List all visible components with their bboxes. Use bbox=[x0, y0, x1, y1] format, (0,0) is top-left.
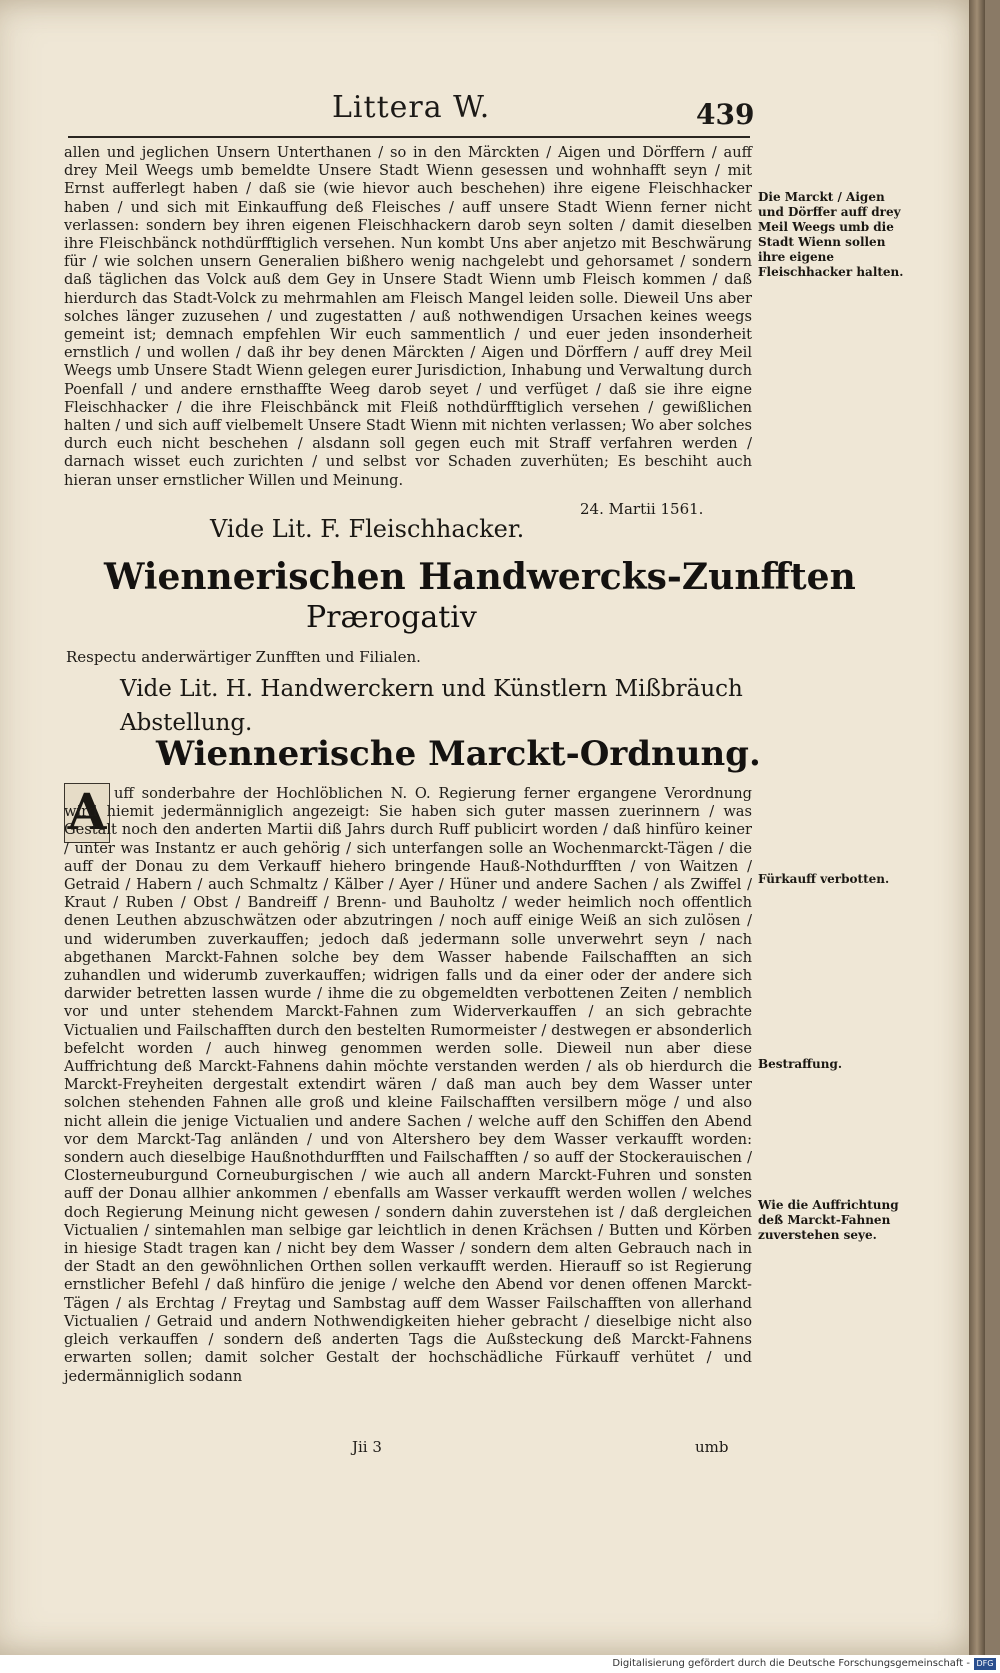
running-header: Littera W. bbox=[332, 90, 491, 125]
heading-praerogativ: Prærogativ bbox=[306, 600, 477, 635]
subheading-respectu: Respectu anderwärtiger Zunfften und Filialen. bbox=[66, 648, 421, 666]
cross-reference-handwerckern: Vide Lit. H. Handwerckern und Künstlern Mißbräuch Abstellung. bbox=[120, 676, 743, 736]
marginal-note-fuerkauff: Fürkauff verbotten. bbox=[758, 872, 890, 886]
marginal-note-fleischhacker: Die Marckt / Aigen und Dörffer auff drey Meil Weegs umb die Stadt Wienn sollen ihre eigene Fleischhacker halten. bbox=[758, 190, 904, 279]
book-binding bbox=[969, 0, 985, 1655]
cross-reference-fleischhacker: Vide Lit. F. Fleischhacker. bbox=[210, 515, 525, 543]
paragraph-fleisch-ordnung: allen und jeglichen Unsern Unterthanen / so in den Märckten / Aigen und Dörffern / auff drey Meil Weegs umb bemeldte Unsere Stadt Wienn gesessen und wohnhafft seyn / mit Ernst aufferlegt haben / daß sie (wie hievor auch beschehen) ihre eigene Fleischhacker haben / und sich mit Einkauffung deß Fleisches / auff unsere Stadt Wienn ferner nicht verlassen: sondern bey ihren eigenen Fleischhackern darob seyn solten / damit dieselben ihre Fleischbänck nothdürfftiglich versehen. Nun kombt Uns aber anjetzo mit Beschwärung für / wie solchen unsern Generalien bißhero wenig nachgelebt und gehorsamet / sondern daß täglichen das Volck auß dem Gey in Unsere Stadt Wienn umb Fleisch kommen / daß hierdurch das Stadt-Volck zu mehrmahlen am Fleisch Mangel leiden solle. Dieweil Uns aber solches länger zuzusehen / und zugestatten / auß nothwendigen Ursachen keines weegs gemeint ist; demnach empfehlen Wir euch sammentlich / und euer jeden insonderheit ernstlich / und wollen / daß ihr bey denen Märckten / Aigen und Dörffern / auff drey Meil Weegs umb Unsere Stadt Wienn gelegen eurer Jurisdiction, Inhabung und Verwaltung durch Poenfall / und andere ernsthaffte Weeg darob seyet / und verfüget / daß sie ihre eigne Fleischhacker / die ihre Fleischbänck mit Fleiß nothdürfftiglich versehen / gewißlichen halten / und sich auff vielbemelt Unsere Stadt Wienn mit nichten verlassen; Wo aber solches durch euch nicht beschehen / alsdann soll gegen euch mit Straff verfahren werden / darnach wisset euch zurichten / und selbst vor Schaden zuverhüten; Es beschiht auch hieran unser ernstlicher Willen und Meinung. bbox=[64, 144, 752, 489]
footer-text: Digitalisierung gefördert durch die Deutsche Forschungsgemeinschaft - bbox=[612, 1658, 970, 1669]
header-rule bbox=[68, 136, 750, 138]
heading-zunfften: Wiennerischen Handwercks-Zunfften bbox=[104, 556, 856, 598]
catchword: umb bbox=[695, 1438, 729, 1456]
marginal-note-bestraffung: Bestraffung. bbox=[758, 1057, 843, 1071]
page-number: 439 bbox=[696, 98, 755, 131]
digitization-footer bbox=[0, 1655, 1000, 1673]
drop-cap-initial: A bbox=[64, 783, 110, 843]
paragraph-marckt-ordnung: uff sonderbahre der Hochlöblichen N. O. Regierung ferner ergangene Verordnung wird hiemit jedermänniglich angezeigt: Sie haben sich guter massen zuerinnern / was Gestalt noch den anderten Martii diß Jahrs durch Ruff publicirt worden / daß hinfüro keiner / unter was Instantz er auch gehörig / sich unterfangen solle an Wochenmarckt-Tägen / die auff der Donau zu dem Verkauff hiehero bringende Hauß-Nothdurfften / von Waitzen / Getraid / Habern / auch Schmaltz / Kälber / Ayer / Hüner und andere Sachen / als Zwiffel / Kraut / Ruben / Obst / Bandreiff / Brenn- und Bauholtz / weder heimlich noch offentlich denen Leuthen abzuschwätzen oder abzutringen / noch auff einige Weiß an sich zulösen / und widerumben zuverkauffen; jedoch daß jedermann solle unverwehrt seyn / nach abgethanen Marckt-Fahnen solche bey dem Wasser habende Failschafften an sich zuhandlen und widerumb zuverkauffen; widrigen falls und da einer oder der andere sich darwider betretten lassen wurde / ihme die zu obgemeldten verbottenen Zeiten / nemblich vor und unter stehendem Marckt-Fahnen zum Widerverkauffen / an sich gebrachte Victualien und Failschafften durch den bestelten Rumormeister / destwegen er absonderlich befelcht worden / auch hinweg genommen werden solle. Dieweil nun aber diese Auffrichtung deß Marckt-Fahnens dahin möchte verstanden werden / als ob hierdurch die Marckt-Freyheiten dergestalt extendirt wären / daß man auch bey dem Wasser unter solchen stehenden Fahnen alle groß und kleine Failschafften versilbern möge / und also nicht allein die jenige Victualien und andere Sachen / welche auff den Schiffen den Abend vor dem Marckt-Tag anländen / und von Altershero bey dem Wasser verkaufft worden: sondern auch dieselbige Haußnothdurfften und Failschafften / so auff der Stockerauischen / Closterneuburgund Corneuburgischen / wie auch all andern Marckt-Fuhren und sonsten auff der Donau allhier ankommen / ebenfalls am Wasser verkaufft werden wollen / welches doch Regierung Meinung nicht gewesen / sondern dahin zuverstehen ist / daß dergleichen Victualien / sintemahlen man selbige gar leichtlich in denen Krächsen / Butten und Körben in hiesige Stadt tragen kan / nicht bey dem Wasser / sondern dem alten Gebrauch nach in der Stadt an den gewöhnlichen Orthen sollen verkaufft werden. Hierauff so ist Regierung ernstlicher Befehl / daß hinfüro die jenige / welche den Abend vor denen offenen Marckt-Tägen / als Erchtag / Freytag und Sambstag auff dem Wasser Failschafften von allerhand Victualien / Getraid und andern Nothwendigkeiten hieher gebracht / dieselbige nicht also gleich verkauffen / sondern deß anderten Tags die Außsteckung deß Marckt-Fahnens erwarten sollen; damit solcher Gestalt der hochschädliche Fürkauff verhütet / und jedermänniglich sodann bbox=[64, 785, 752, 1385]
marginal-note-marckt-fahnen: Wie die Auffrichtung deß Marckt-Fahnen zuverstehen seye. bbox=[758, 1198, 899, 1242]
dfg-logo-icon: DFG bbox=[974, 1658, 996, 1670]
heading-marckt-ordnung: Wiennerische Marckt-Ordnung. bbox=[156, 734, 761, 774]
decree-date: 24. Martii 1561. bbox=[580, 500, 704, 518]
signature-mark: Jii 3 bbox=[352, 1438, 382, 1456]
